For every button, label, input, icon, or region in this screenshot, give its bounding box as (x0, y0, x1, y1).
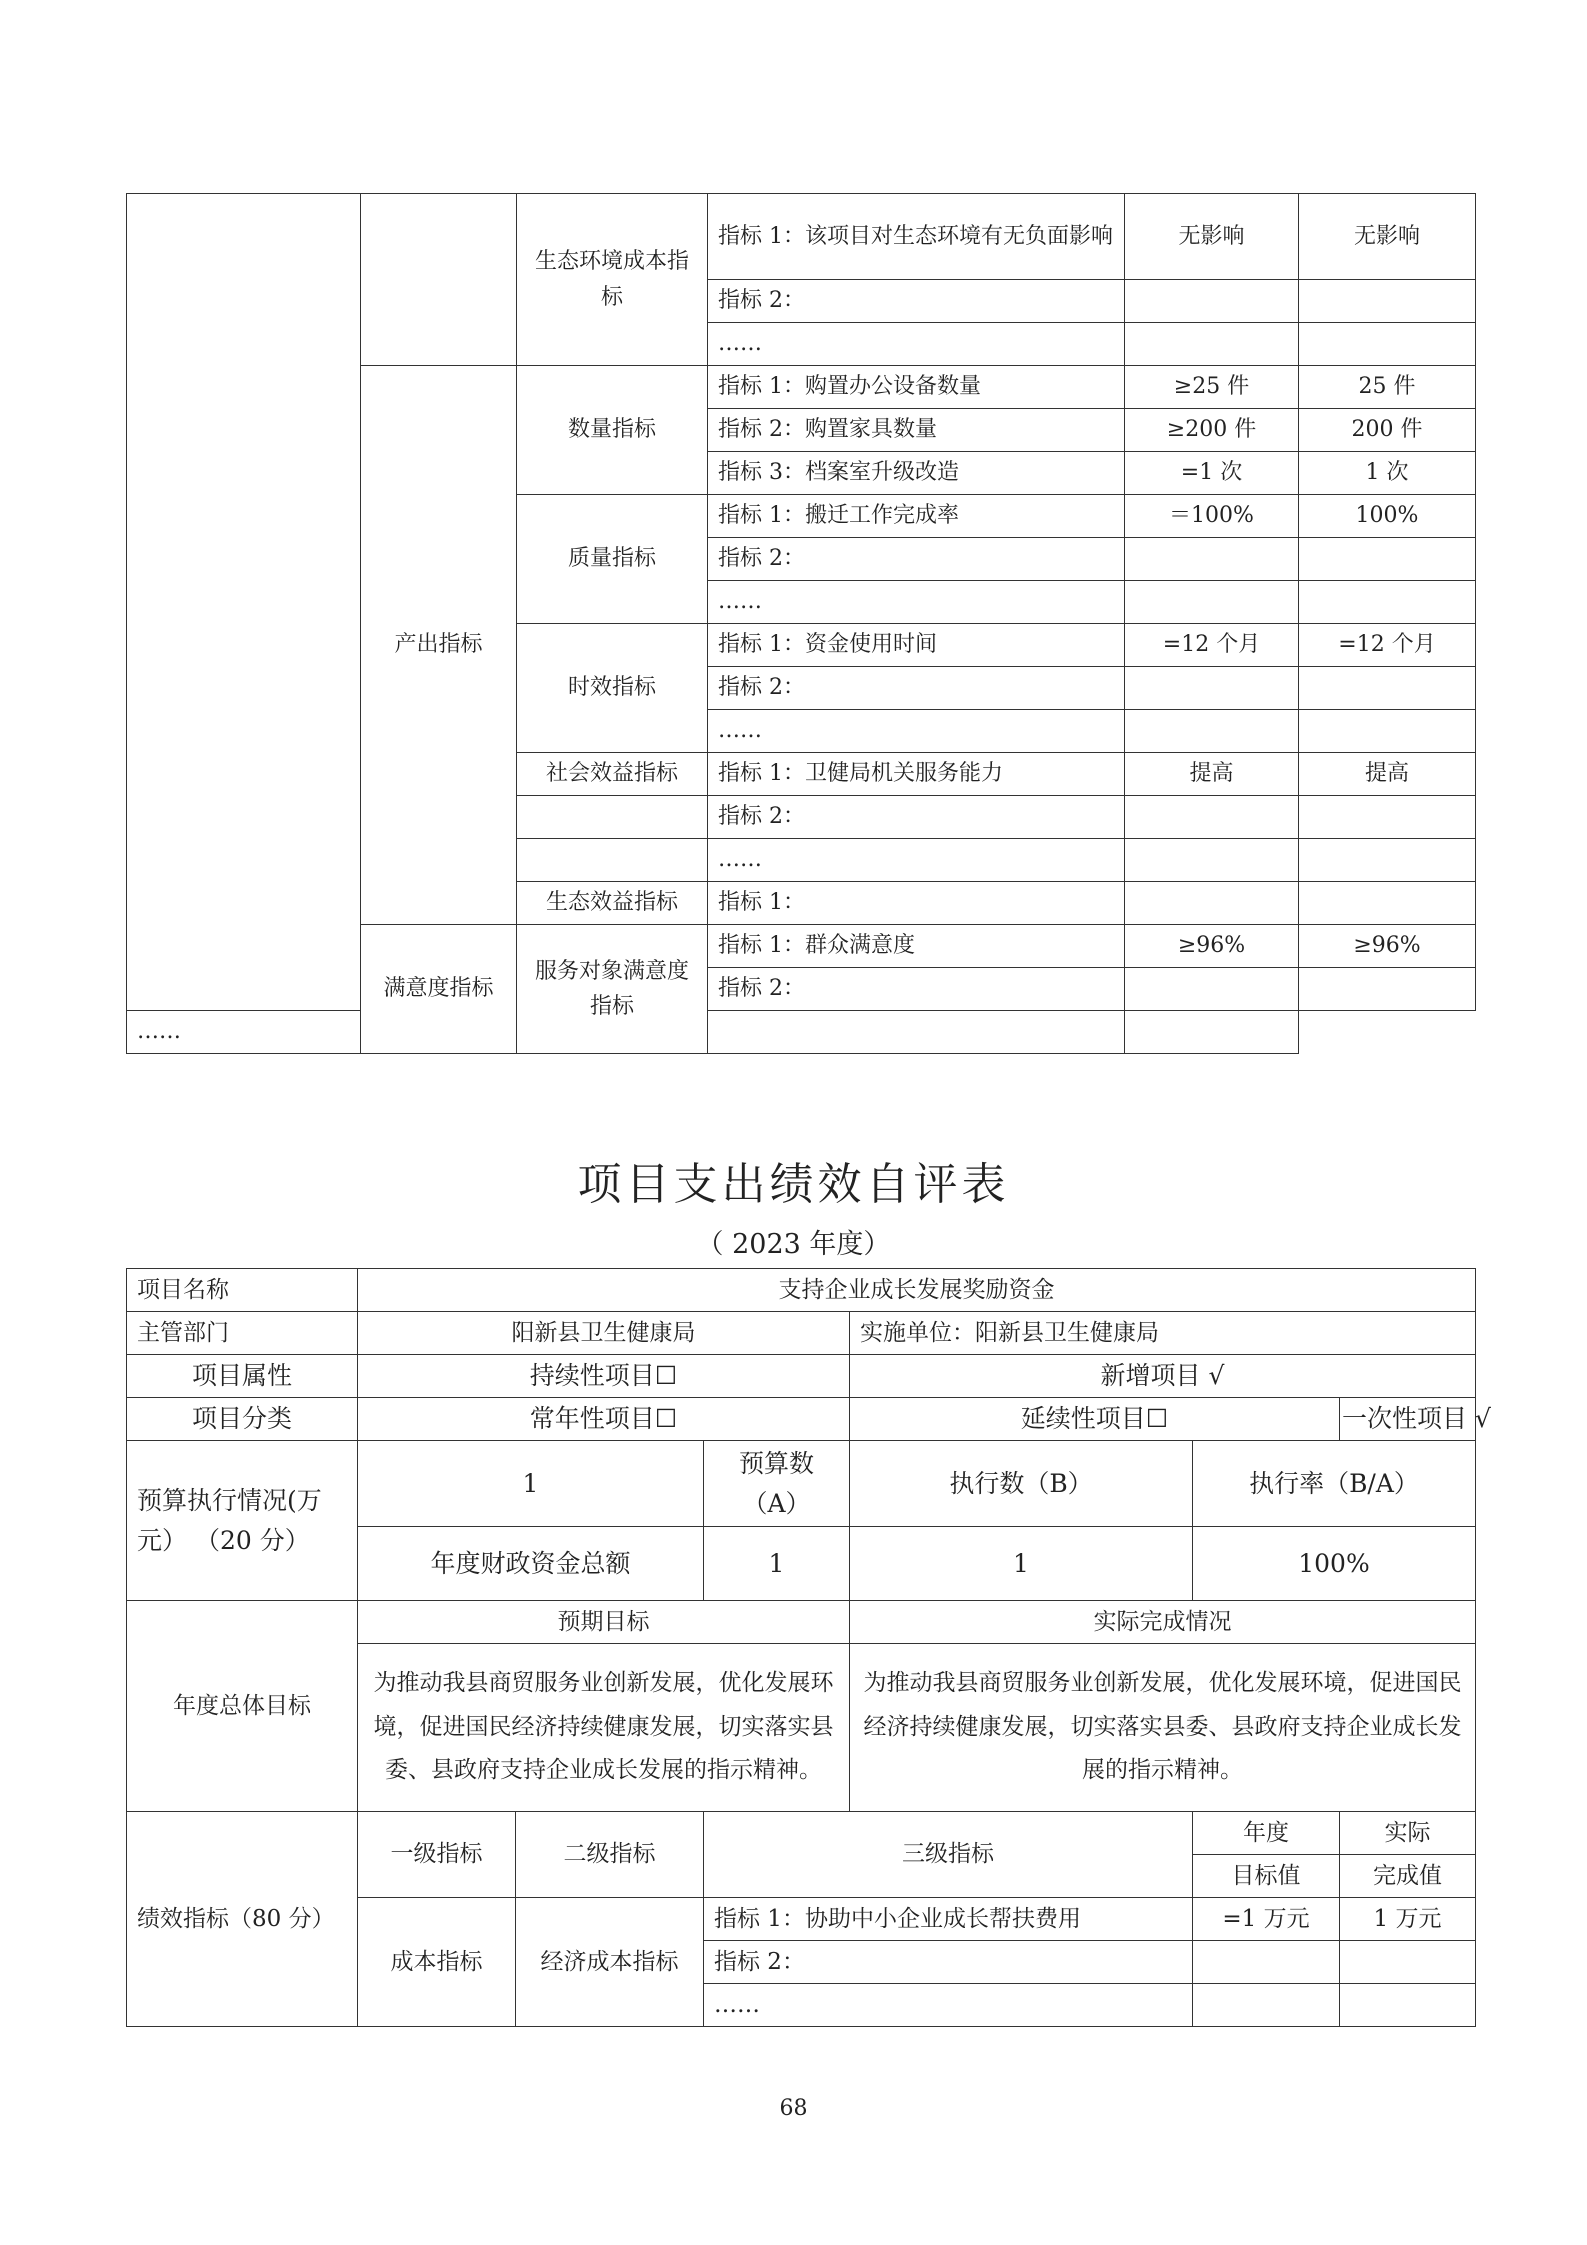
dept-label: 主管部门 (127, 1312, 358, 1355)
eco-benefit-label: 生态效益指标 (517, 882, 708, 925)
indicator-text: …… (704, 1984, 1193, 2027)
fin-a: 1 (704, 1527, 850, 1601)
actual-value: 100% (1299, 495, 1476, 538)
actual-value: 1 次 (1299, 452, 1476, 495)
level3-header: 三级指标 (704, 1812, 1193, 1898)
actual-value: ≥96% (1299, 925, 1476, 968)
target-value: =1 次 (1125, 452, 1299, 495)
target-value: =12 个月 (1125, 624, 1299, 667)
timeliness-label: 时效指标 (517, 624, 708, 753)
target-value: ≥96% (1125, 925, 1299, 968)
quantity-label: 数量指标 (517, 366, 708, 495)
actual-value: 25 件 (1299, 366, 1476, 409)
indicator-text: 指标 2： (708, 667, 1125, 710)
impl-unit: 实施单位：阳新县卫生健康局 (850, 1312, 1476, 1355)
target-header: 目标值 (1193, 1855, 1340, 1898)
blank-cell (127, 194, 361, 1011)
actual-header: 实际 (1340, 1812, 1476, 1855)
indicator-text: 指标 1：资金使用时间 (708, 624, 1125, 667)
actual-value: 提高 (1299, 753, 1476, 796)
budget-a: 预算数（A） (704, 1441, 850, 1527)
goal-actual-header: 实际完成情况 (850, 1601, 1476, 1644)
indicator-text: 指标 2： (708, 968, 1125, 1011)
blank-cell (361, 194, 517, 366)
fin-b: 1 (850, 1527, 1193, 1601)
done-header: 完成值 (1340, 1855, 1476, 1898)
satisfaction-label: 满意度指标 (361, 925, 517, 1054)
indicator-text: 指标 2：购置家具数量 (708, 409, 1125, 452)
target-value: ＝100% (1125, 495, 1299, 538)
target-value: ≥200 件 (1125, 409, 1299, 452)
page-title: 项目支出绩效自评表 (577, 1159, 1010, 1210)
budget-label: 预算执行情况(万元） （20 分） (127, 1441, 358, 1601)
target-value: ≥25 件 (1125, 366, 1299, 409)
indicator-text: 指标 2： (708, 280, 1125, 323)
category-label: 项目分类 (127, 1398, 358, 1441)
year-header: 年度 (1193, 1812, 1340, 1855)
budget-rate: 执行率（B/A） (1193, 1441, 1476, 1527)
budget-one: 1 (358, 1441, 704, 1527)
indicator-text: 指标 1：协助中小企业成长帮扶费用 (704, 1898, 1193, 1941)
attr-continuous: 持续性项目☐ (358, 1355, 850, 1398)
self-evaluation-table (126, 1268, 1491, 2027)
indicator-text: 指标 1：购置办公设备数量 (708, 366, 1125, 409)
indicator-text: …… (708, 710, 1125, 753)
year-subtitle: （ 2023 年度） (696, 1229, 891, 1260)
fin-rate: 100% (1193, 1527, 1476, 1601)
page-number: 68 (779, 2096, 808, 2121)
target-value: 提高 (1125, 753, 1299, 796)
output-label: 产出指标 (361, 366, 517, 925)
quality-label: 质量指标 (517, 495, 708, 624)
goal-expected-text: 为推动我县商贸服务业创新发展，优化发展环境，促进国民经济持续健康发展，切实落实县委、县政府支持企业成长发展的指示精神。 (358, 1644, 850, 1812)
indicator-text: 指标 1：搬迁工作完成率 (708, 495, 1125, 538)
actual-value: 无影响 (1299, 194, 1476, 280)
perf-label: 绩效指标（80 分） (127, 1812, 358, 2027)
actual-value: 1 万元 (1340, 1898, 1476, 1941)
indicator-text: 指标 3：档案室升级改造 (708, 452, 1125, 495)
econ-cost-label: 经济成本指标 (516, 1898, 704, 2027)
actual-value: =12 个月 (1299, 624, 1476, 667)
budget-b: 执行数（B） (850, 1441, 1193, 1527)
indicator-text: …… (708, 581, 1125, 624)
project-name-value: 支持企业成长发展奖励资金 (358, 1269, 1476, 1312)
dept-value: 阳新县卫生健康局 (358, 1312, 850, 1355)
level2-header: 二级指标 (516, 1812, 704, 1898)
goal-expected-header: 预期目标 (358, 1601, 850, 1644)
target-value: 无影响 (1125, 194, 1299, 280)
category-once: 一次性项目 √ (1340, 1398, 1476, 1441)
actual-value: 200 件 (1299, 409, 1476, 452)
service-satisfaction-label: 服务对象满意度指标 (517, 925, 708, 1054)
indicator-text: 指标 1：卫健局机关服务能力 (708, 753, 1125, 796)
indicator-text: 指标 1：群众满意度 (708, 925, 1125, 968)
level1-header: 一级指标 (358, 1812, 516, 1898)
indicator-text: 指标 2： (708, 796, 1125, 839)
category-regular: 常年性项目☐ (358, 1398, 850, 1441)
fin-total-label: 年度财政资金总额 (358, 1527, 704, 1601)
indicator-text: 指标 2： (708, 538, 1125, 581)
goal-label: 年度总体目标 (127, 1601, 358, 1812)
indicator-table-continued (126, 193, 1476, 1054)
indicator-text: 指标 1：该项目对生态环境有无负面影响 (708, 194, 1125, 280)
target-value: =1 万元 (1193, 1898, 1340, 1941)
goal-actual-text: 为推动我县商贸服务业创新发展，优化发展环境，促进国民经济持续健康发展，切实落实县委、县政府支持企业成长发展的指示精神。 (850, 1644, 1476, 1812)
attr-label: 项目属性 (127, 1355, 358, 1398)
project-name-label: 项目名称 (127, 1269, 358, 1312)
cost-label: 成本指标 (358, 1898, 516, 2027)
attr-new: 新增项目 √ (850, 1355, 1476, 1398)
eco-cost-label: 生态环境成本指标 (517, 194, 708, 366)
indicator-text: 指标 2： (704, 1941, 1193, 1984)
category-extended: 延续性项目☐ (850, 1398, 1340, 1441)
indicator-text: …… (708, 323, 1125, 366)
indicator-text: …… (127, 1011, 361, 1054)
social-benefit-label: 社会效益指标 (517, 753, 708, 796)
indicator-text: 指标 1： (708, 882, 1125, 925)
indicator-text: …… (708, 839, 1125, 882)
